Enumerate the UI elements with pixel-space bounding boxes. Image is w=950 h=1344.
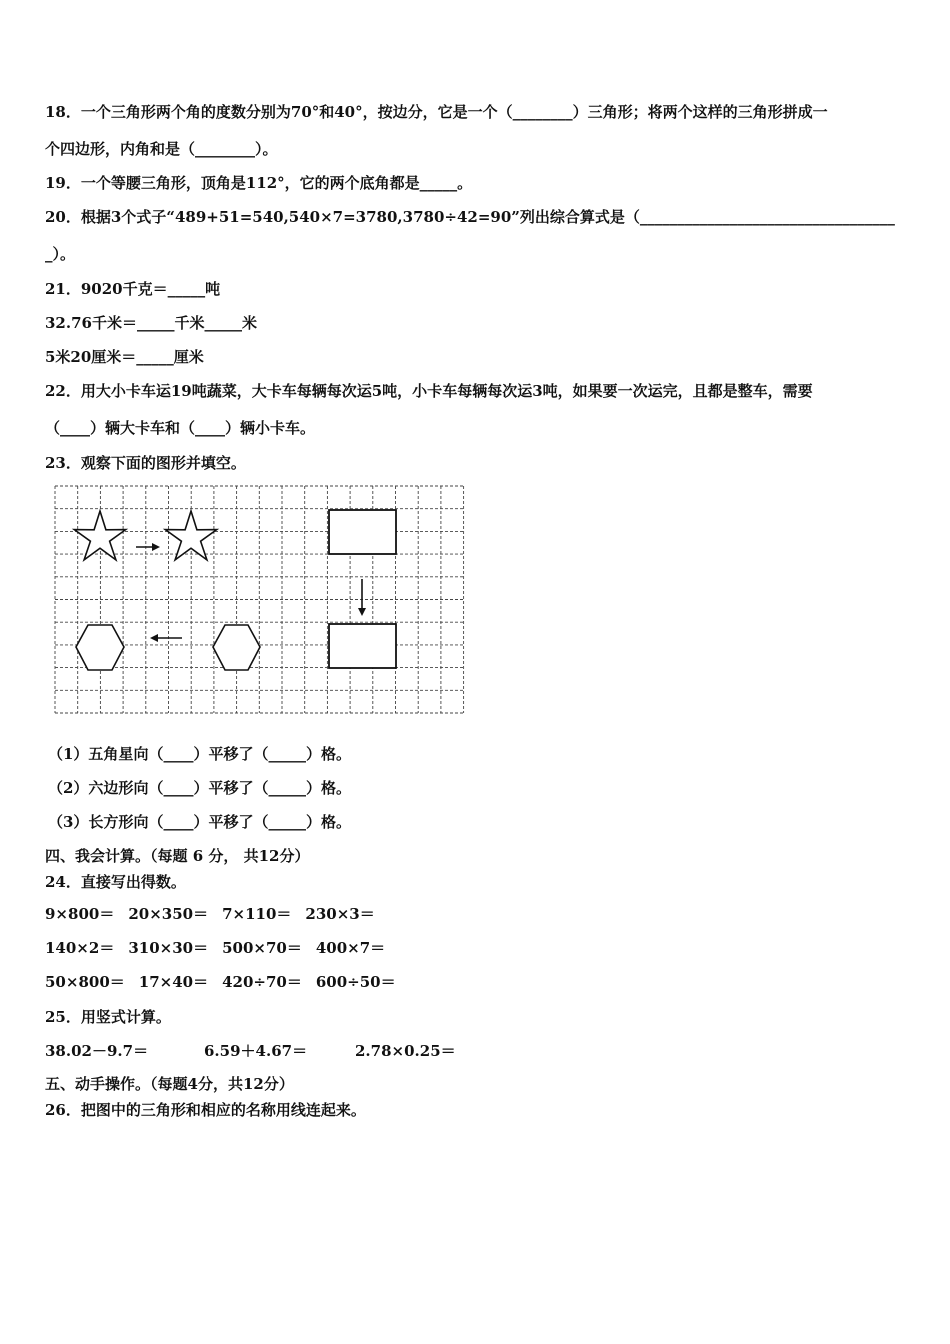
q24-item: 600÷50＝ bbox=[315, 973, 396, 991]
q26-title: 26．把图中的三角形和相应的名称用线连起来。 bbox=[45, 1101, 366, 1119]
hexagon-translated-shape bbox=[76, 625, 124, 670]
left-arrow-icon bbox=[150, 634, 182, 642]
q21-line1: 21．9020千克＝_____吨 bbox=[45, 280, 221, 298]
translation-grid-figure bbox=[54, 485, 466, 717]
q25-item: 6.59＋4.67＝ bbox=[204, 1042, 308, 1060]
q25-item: 38.02－9.7＝ bbox=[45, 1042, 149, 1060]
q23-sub2: （2）六边形向（____）平移了（_____）格。 bbox=[48, 779, 351, 797]
q18-line1: 18．一个三角形两个角的度数分别为70°和40°，按边分，它是一个（________）三角形；将两个这样的三角形拼成一 bbox=[45, 103, 828, 121]
q25-item: 2.78×0.25＝ bbox=[355, 1042, 456, 1060]
q24-item: 9×800＝ bbox=[45, 905, 115, 923]
q24-item: 7×110＝ bbox=[222, 905, 292, 923]
rectangle-translated-shape bbox=[329, 624, 396, 668]
q21-line3: 5米20厘米＝_____厘米 bbox=[45, 348, 204, 366]
q24-item: 17×40＝ bbox=[138, 973, 209, 991]
q24-row-2 bbox=[45, 938, 399, 958]
q23-line1: 23．观察下面的图形并填空。 bbox=[45, 454, 246, 472]
dashed-grid bbox=[55, 486, 464, 713]
q24-item: 400×7＝ bbox=[315, 939, 386, 957]
q23-sub1: （1）五角星向（____）平移了（_____）格。 bbox=[48, 745, 351, 763]
q25-title: 25．用竖式计算。 bbox=[45, 1008, 171, 1026]
section5-title: 五、动手操作。（每题4分，共12分） bbox=[45, 1075, 294, 1093]
q24-item: 140×2＝ bbox=[45, 939, 115, 957]
rectangle-original-shape bbox=[329, 510, 396, 554]
q24-item: 20×350＝ bbox=[128, 905, 209, 923]
q19-line1: 19．一个等腰三角形，顶角是112°，它的两个底角都是_____。 bbox=[45, 174, 473, 192]
q24-item: 310×30＝ bbox=[128, 939, 209, 957]
q24-item: 420÷70＝ bbox=[222, 973, 302, 991]
q24-item: 500×70＝ bbox=[222, 939, 302, 957]
q22-line2: （____）辆大卡车和（____）辆小卡车。 bbox=[45, 419, 316, 437]
down-arrow-icon bbox=[358, 579, 366, 616]
q20-line1: 20．根据3个式子“489+51=540,540×7=3780,3780÷42=90”列出综合算式是（__________________________________ bbox=[45, 208, 895, 226]
hexagon-original-shape bbox=[213, 625, 260, 670]
q25-items bbox=[45, 1041, 456, 1061]
q24-title: 24．直接写出得数。 bbox=[45, 873, 186, 891]
q24-item: 230×3＝ bbox=[305, 905, 375, 923]
right-arrow-icon bbox=[136, 543, 160, 551]
q24-row-3 bbox=[45, 972, 410, 992]
q23-sub3: （3）长方形向（____）平移了（_____）格。 bbox=[48, 813, 351, 831]
section4-title: 四、我会计算。（每题 6 分， 共12分） bbox=[45, 847, 310, 865]
q24-item: 50×800＝ bbox=[45, 973, 125, 991]
q24-row-1 bbox=[45, 904, 389, 924]
q20-line2: _）。 bbox=[45, 245, 76, 263]
q22-line1: 22．用大小卡车运19吨蔬菜，大卡车每辆每次运5吨，小卡车每辆每次运3吨，如果要一次运完，且都是整车，需要 bbox=[45, 382, 813, 400]
q21-line2: 32.76千米＝_____千米_____米 bbox=[45, 314, 257, 332]
q18-line2: 个四边形，内角和是（________）。 bbox=[45, 140, 278, 158]
